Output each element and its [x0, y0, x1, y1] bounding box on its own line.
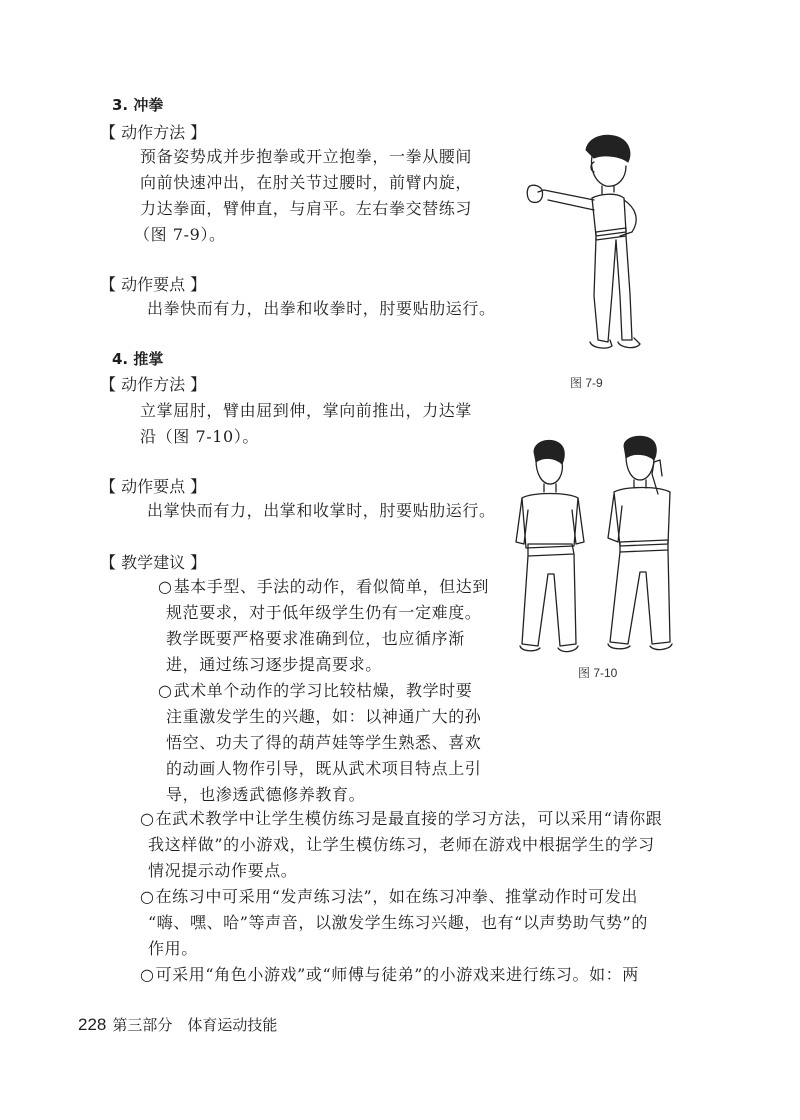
- text-line: 出拳快而有力，出拳和收拳时，肘要贴肋运行。: [147, 299, 496, 318]
- figure-7-10-illustration: [508, 434, 694, 660]
- teaching-item-2: ○武术单个动作的学习比较枯燥，教学时要 注重激发学生的兴趣，如：以神通广大的孙 悟空、功夫了得的葫芦娃等学生熟悉、喜欢 的动画人物作引导，既从武术项目特点上引 导，也渗透武德修养教育。: [158, 681, 482, 804]
- text-line: 沿（图 7-10）。: [140, 427, 260, 446]
- section-3-method-label: 【 动作方法 】: [100, 123, 207, 142]
- bullet-icon: ○: [140, 965, 155, 984]
- bullet-icon: ○: [140, 809, 155, 828]
- figure-7-10-caption: 图 7-10: [578, 666, 618, 680]
- figure-7-9-illustration: [508, 128, 668, 368]
- text-line: （图 7-9）。: [134, 225, 226, 244]
- text-line: 预备姿势成并步抱拳或开立抱拳，一拳从腰间: [140, 147, 473, 166]
- text-line: 立掌屈肘，臂由屈到伸，掌向前推出，力达掌: [140, 401, 473, 420]
- teaching-item-5: ○可采用“角色小游戏”或“师傅与徒弟”的小游戏来进行练习。如：两: [140, 965, 639, 984]
- section-4-method-text: [140, 398, 510, 450]
- section-4-points-label: 【 动作要点 】: [100, 477, 207, 496]
- text-line: 出掌快而有力，出掌和收掌时，肘要贴肋运行。: [147, 501, 496, 520]
- section-3-points-label: 【 动作要点 】: [100, 275, 207, 294]
- section-3-method-text: [134, 144, 510, 248]
- teaching-item-1: ○基本手型、手法的动作，看似简单，但达到 规范要求，对于低年级学生仍有一定难度。 教学既要严格要求准确到位，也应循序渐 进，通过练习逐步提高要求。: [158, 577, 489, 674]
- page-footer: [78, 1014, 277, 1035]
- section-4-title: 4. 推掌: [112, 350, 164, 368]
- bullet-icon: ○: [158, 681, 173, 700]
- section-4-points-text: [147, 498, 496, 524]
- section-3-title: 3. 冲拳: [112, 96, 164, 114]
- text-line: 力达拳面，臂伸直，与肩平。左右拳交替练习: [140, 199, 473, 218]
- bullet-icon: ○: [158, 577, 173, 596]
- footer-text: 第三部分 体育运动技能: [112, 1016, 278, 1034]
- figure-7-9-caption: 图 7-9: [570, 376, 603, 390]
- section-4-method-label: 【 动作方法 】: [100, 375, 207, 394]
- text-line: 向前快速冲出，在肘关节过腰时，前臂内旋，: [140, 173, 473, 192]
- teaching-label: 【 教学建议 】: [100, 553, 207, 572]
- teaching-item-4: ○在练习中可采用“发声练习法”，如在练习冲拳、推掌动作时可发出 “嗨、嘿、哈”等声音，以激发学生练习兴趣，也有“以声势助气势”的 作用。: [140, 887, 648, 958]
- section-3-points-text: [147, 296, 496, 322]
- teaching-item-3: ○在武术教学中让学生模仿练习是最直接的学习方法，可以采用“请你跟 我这样做”的小游戏，让学生模仿练习，老师在游戏中根据学生的学习 情况提示动作要点。: [140, 809, 663, 880]
- bullet-icon: ○: [140, 887, 155, 906]
- page-number: 228: [78, 1015, 107, 1034]
